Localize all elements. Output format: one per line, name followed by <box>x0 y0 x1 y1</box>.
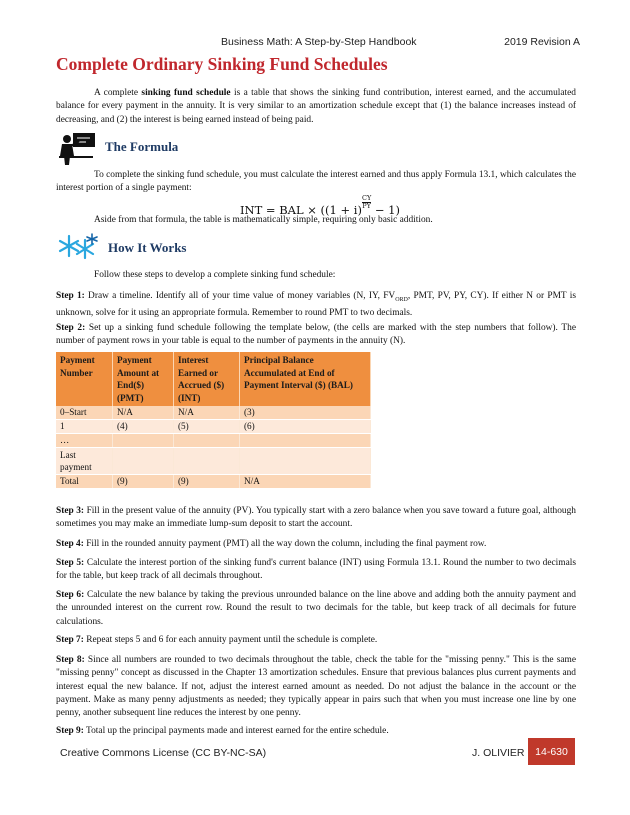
table-cell: (6) <box>240 420 371 434</box>
header-revision: 2019 Revision A <box>504 36 580 48</box>
table-cell: Last payment <box>56 448 113 475</box>
table-cell: N/A <box>240 475 371 489</box>
table-cell: (3) <box>240 406 371 420</box>
table-row <box>56 475 371 489</box>
col-payment-number: Payment Number <box>56 352 113 406</box>
table-cell: (5) <box>174 420 240 434</box>
formula-after-text: Aside from that formula, the table is mathematically simple, requiring only basic addition. <box>94 215 433 225</box>
table-cell: (9) <box>174 475 240 489</box>
step-7: Step 7: Repeat steps 5 and 6 for each annuity payment until the schedule is complete. <box>56 635 378 645</box>
intro-term: sinking fund schedule <box>141 88 231 98</box>
step-4: Step 4: Fill in the rounded annuity payment (PMT) all the way down the column, including the final payment row. <box>56 539 487 549</box>
header-book-title: Business Math: A Step-by-Step Handbook <box>221 36 417 48</box>
table-cell <box>240 434 371 448</box>
step-6: Step 6: Calculate the new balance by taking the previous unrounded balance on the line above and adding both the annuity payment and the unrounded interest on the current row. Round the result to two decimals for the table, but keep track of all decimals for future calculations. <box>56 590 576 627</box>
formula-heading: The Formula <box>105 139 179 154</box>
page-title: Complete Ordinary Sinking Fund Schedules <box>56 54 388 74</box>
table-cell <box>113 448 174 475</box>
exponent-fraction: $\frac{CY}{PY}$ <box>361 194 372 210</box>
table-cell: N/A <box>174 406 240 420</box>
table-cell <box>113 434 174 448</box>
step-8: Step 8: Since all numbers are rounded to two decimals throughout the table, check the table for the "missing penny." This is the same "missing penny" concept as discussed in the Chapter 13 amortization schedules. Ensure that previous balances plus current payments and interest equal the new balance. If not, adjust the interest earned amount as needed. Do not adjust the balance in the account or the payment. Make as many penny adjustments as needed; they typically appear in pairs such that when you must increase one line by one penny, another subsequent line reduces the interest by one penny. <box>56 655 576 719</box>
formula-paragraph: To complete the sinking fund schedule, you must calculate the interest earned and thus apply Formula 13.1, which calculates the interest portion of a single payment: <box>56 170 576 194</box>
table-cell: (9) <box>113 475 174 489</box>
col-payment-amount: Payment Amount at End($) (PMT) <box>113 352 174 406</box>
snowflakes-icon <box>57 233 99 268</box>
table-cell: 1 <box>56 420 113 434</box>
table-cell <box>174 434 240 448</box>
step-5: Step 5: Calculate the interest portion of the sinking fund's current balance (INT) using Formula 13.1. Round the number to two decimals for the table, but keep track of all decimals throughout. <box>56 558 576 582</box>
col-interest-earned: Interest Earned or Accrued ($) (INT) <box>174 352 240 406</box>
how-intro: Follow these steps to develop a complete sinking fund schedule: <box>94 270 336 280</box>
teacher-at-chalkboard-icon <box>57 130 97 171</box>
table-row <box>56 420 371 434</box>
footer-license: Creative Commons License (CC BY-NC-SA) <box>60 747 267 759</box>
table-row <box>56 434 371 448</box>
footer-author: J. OLIVIER <box>472 747 525 759</box>
page-number-badge: 14-630 <box>528 738 575 765</box>
table-cell <box>240 448 371 475</box>
step-2: Step 2: Set up a sinking fund schedule following the template below, (the cells are marked with the step numbers that follow). The number of payment rows in your table is equal to the number of payments in the annuity (N). <box>56 323 576 347</box>
sinking-fund-template-table <box>56 352 371 489</box>
table-cell: Total <box>56 475 113 489</box>
how-it-works-heading: How It Works <box>108 240 187 255</box>
formula-13-1: INT = BAL × ((1 + i) $\frac{CY}{PY}$ − 1) <box>240 194 400 217</box>
table-cell: N/A <box>113 406 174 420</box>
intro-paragraph: A complete sinking fund schedule is a table that shows the sinking fund contribution, interest earned, and the accumulated balance for every payment in the annuity. It is very similar to an amortization schedule except that (1) the balance increases instead of decreasing, and (2) the interest is being earned instead of being paid. <box>56 88 576 125</box>
table-cell <box>174 448 240 475</box>
step-1: Step 1: Draw a timeline. Identify all of your time value of money variables (N, IY, $FV_{ORD}$, PMT, PV, PY, CY). If either N or PMT is unknown, solve for it using an appropriate formula. Remember to round PMT to two decimals. <box>56 291 576 319</box>
table-cell: 0–Start <box>56 406 113 420</box>
table-row <box>56 406 371 420</box>
table-cell: (4) <box>113 420 174 434</box>
table-header-row <box>56 352 371 406</box>
step-9: Step 9: Total up the principal payments made and interest earned for the entire schedule. <box>56 726 389 736</box>
step-3: Step 3: Fill in the present value of the annuity (PV). You typically start with a zero balance when you save toward a future goal, although sometimes you may make an immediate lump-sum deposit to start the account. <box>56 506 576 530</box>
col-principal-balance: Principal Balance Accumulated at End of Payment Interval ($) (BAL) <box>240 352 371 406</box>
table-row <box>56 448 371 475</box>
table-cell: … <box>56 434 113 448</box>
